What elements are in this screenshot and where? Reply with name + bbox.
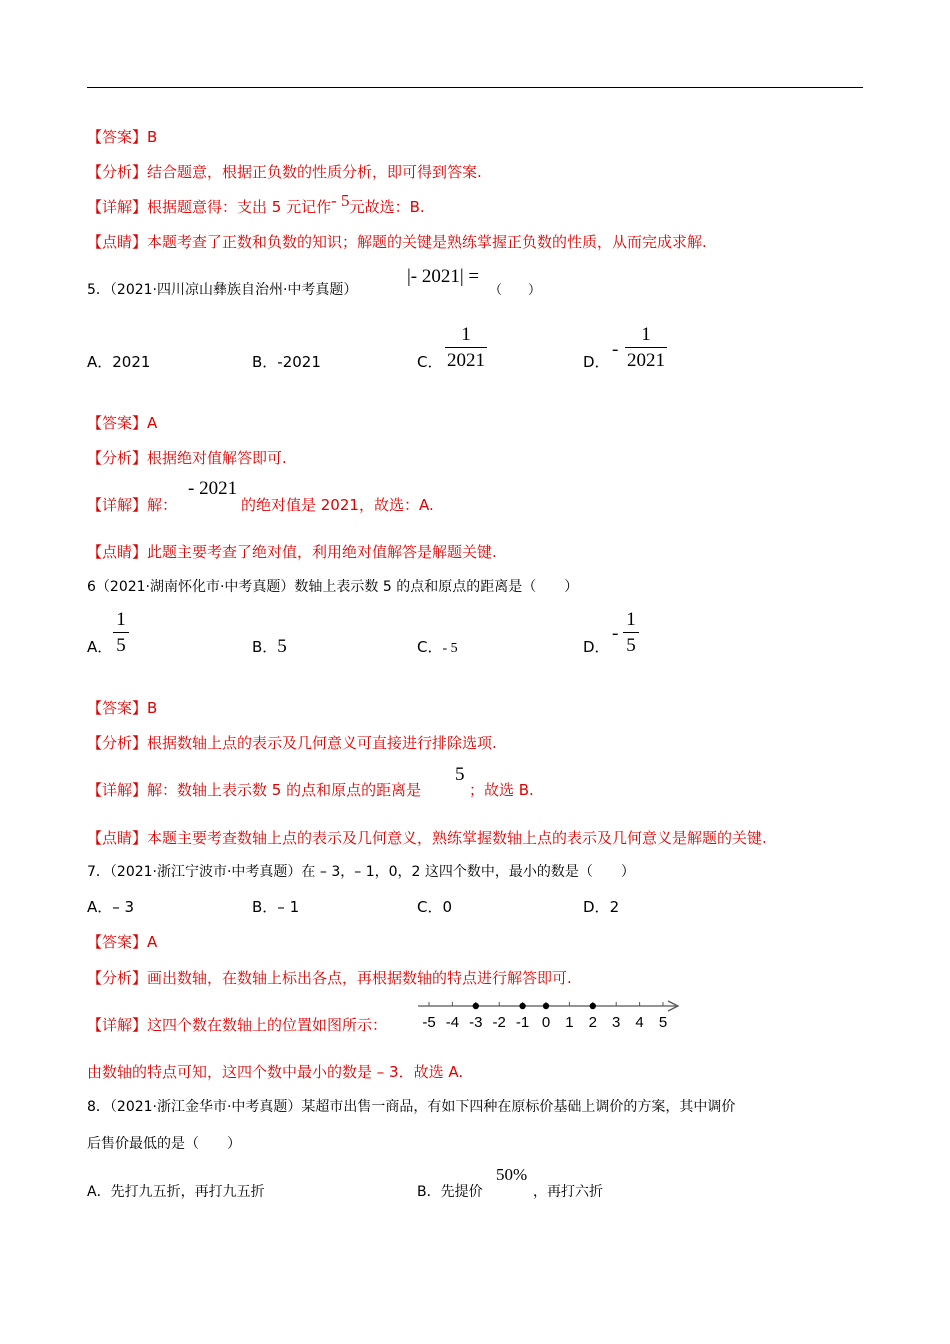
- q5-option-d-label: D．: [583, 353, 610, 371]
- number-line-tick-label: -5: [422, 1014, 436, 1031]
- q4-answer: 【答案】B: [87, 128, 158, 146]
- q7-stem: 7．（2021·浙江宁波市·中考真题）在 – 3，– 1，0，2 这四个数中，最小的数是（ ）: [87, 864, 635, 880]
- number-line-tick-label: 4: [635, 1014, 644, 1031]
- q5-option-d-sign: -: [612, 339, 619, 360]
- q5-detail-post: 的绝对值是 2021，故选：A.: [241, 496, 434, 514]
- q6-detail-post: ；故选 B.: [469, 781, 534, 799]
- q6-option-d-fraction: 1 5: [623, 609, 639, 657]
- q5-detail-math: - 2021: [188, 478, 238, 499]
- q4-detail-post: 元故选：B.: [349, 198, 425, 216]
- q8-option-b-pre: B．先提价: [417, 1184, 483, 1200]
- q6-detail-math: 5: [455, 764, 465, 785]
- number-line-point: [473, 1003, 479, 1009]
- q5-remark: 【点睛】此题主要考查了绝对值，利用绝对值解答是解题关键.: [87, 543, 497, 561]
- q4-analysis: 【分析】结合题意，根据正负数的性质分析，即可得到答案.: [87, 163, 482, 181]
- q7-option-a: A．– 3: [87, 898, 135, 916]
- q5-stem: 5．（2021·四川凉山彝族自治州·中考真题）: [87, 282, 358, 298]
- header-rule: [87, 87, 863, 88]
- q8-option-b-post: ，再打六折: [533, 1184, 603, 1200]
- q7-option-c: C．0: [417, 898, 453, 916]
- q4-detail-pre: 【详解】根据题意得：支出: [87, 198, 268, 216]
- q7-detail: 【详解】这四个数在数轴上的位置如图所示：: [87, 1016, 388, 1034]
- q8-stem-line1: 8．（2021·浙江金华市·中考真题）某超市出售一商品，有如下四种在原标价基础上调价的方案，其中调价: [87, 1099, 736, 1115]
- q6-stem: 6（2021·湖南怀化市·中考真题）数轴上表示数 5 的点和原点的距离是（ ）: [87, 579, 579, 595]
- q6-option-c: C．- 5: [417, 638, 458, 656]
- q5-paren: （ ）: [489, 283, 542, 298]
- number-line-tick-label: -4: [445, 1014, 460, 1031]
- number-line-tick-label: -3: [469, 1014, 483, 1031]
- number-line-tick-label: -1: [515, 1014, 530, 1031]
- q7-option-b: B．– 1: [252, 898, 300, 916]
- q4-detail-mid: 元记作: [286, 198, 332, 216]
- number-line-point: [543, 1003, 549, 1009]
- q6-analysis: 【分析】根据数轴上点的表示及几何意义可直接进行排除选项.: [87, 734, 497, 752]
- number-line-tick-label: 1: [565, 1014, 574, 1031]
- q7-analysis: 【分析】画出数轴，在数轴上标出各点，再根据数轴的特点进行解答即可.: [87, 969, 572, 987]
- q4-detail-math: - 5: [331, 191, 350, 210]
- q5-answer: 【答案】A: [87, 414, 158, 432]
- q4-detail: [87, 191, 425, 218]
- q5-expression: |- 2021| =: [407, 266, 480, 287]
- number-line-tick-label: 3: [612, 1014, 621, 1031]
- q8-option-a: A．先打九五折，再打九五折: [87, 1184, 265, 1200]
- q5-option-c-fraction: 1 2021: [447, 324, 485, 371]
- q5-option-b: B．-2021: [252, 353, 321, 371]
- q7-conclusion: 由数轴的特点可知，这四个数中最小的数是 – 3．故选 A.: [87, 1063, 464, 1081]
- number-line-tick-label: 2: [588, 1014, 597, 1031]
- q5-option-d-fraction: 1 2021: [627, 324, 665, 371]
- number-line-point: [519, 1003, 525, 1009]
- q8-stem-line2: 后售价最低的是（ ）: [87, 1136, 241, 1152]
- q4-detail-num: 5: [271, 198, 282, 216]
- q7-option-d: D．2: [583, 898, 620, 916]
- q6-option-a-label: A．: [87, 638, 113, 656]
- q6-detail-pre: 【详解】解：数轴上表示数 5 的点和原点的距离是: [87, 781, 422, 799]
- q5-option-c-label: C．: [417, 353, 443, 371]
- q8-option-b-math: 50%: [496, 1165, 528, 1184]
- q5-detail-pre: 【详解】解：: [87, 496, 178, 514]
- q6-option-a-fraction: 1 5: [113, 609, 129, 657]
- number-line-point: [590, 1003, 596, 1009]
- q6-remark: 【点睛】本题主要考查数轴上点的表示及几何意义，熟练掌握数轴上点的表示及几何意义是解题的关键.: [87, 829, 767, 847]
- q6-option-d-sign: -: [612, 623, 619, 644]
- number-line-tick-label: 5: [658, 1014, 668, 1031]
- q6-option-b: B．5: [252, 636, 287, 657]
- q4-remark: 【点睛】本题考查了正数和负数的知识；解题的关键是熟练掌握正负数的性质，从而完成求解.: [87, 233, 707, 251]
- q6-option-d-label: D．: [583, 638, 610, 656]
- q6-answer: 【答案】B: [87, 699, 158, 717]
- q5-analysis: 【分析】根据绝对值解答即可.: [87, 449, 287, 467]
- q7-answer: 【答案】A: [87, 933, 158, 951]
- q7-number-line: [418, 994, 686, 1034]
- number-line-tick-label: -2: [492, 1014, 506, 1031]
- q5-option-a: A．2021: [87, 353, 151, 371]
- number-line-tick-label: 0: [541, 1014, 551, 1031]
